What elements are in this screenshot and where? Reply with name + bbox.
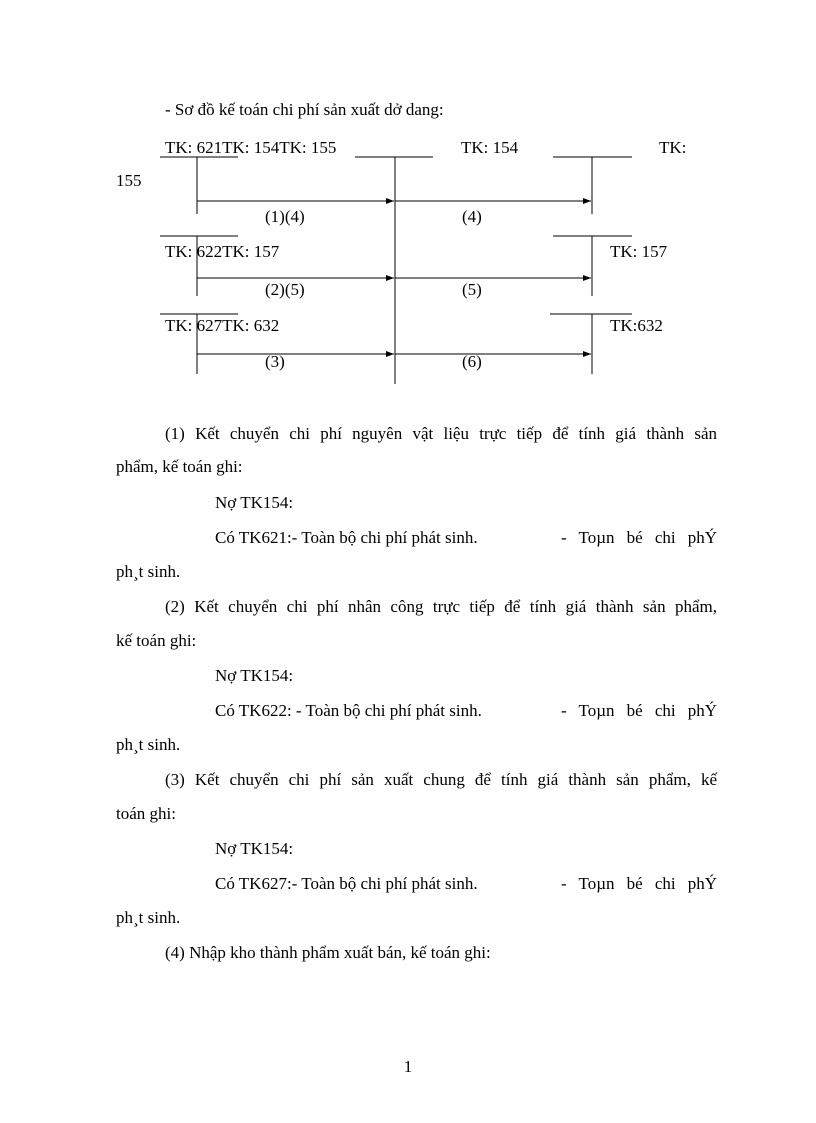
label-arrow-2-5: (2)(5) bbox=[265, 280, 305, 299]
paragraph-3-credit: Có TK627:- Toàn bộ chi phí phát sinh. bbox=[215, 874, 478, 893]
paragraph-3-credit-tail: - Toµn bé chi phÝ bbox=[561, 874, 717, 893]
label-row2-right: TK: 157 bbox=[610, 242, 668, 261]
paragraph-1-credit: Có TK621:- Toàn bộ chi phí phát sinh. bbox=[215, 528, 478, 547]
label-arrow-4: (4) bbox=[462, 207, 482, 226]
label-arrow-5: (5) bbox=[462, 280, 482, 299]
label-arrow-1-4: (1)(4) bbox=[265, 207, 305, 226]
label-row1-left: TK: 621TK: 154TK: 155 bbox=[165, 138, 337, 157]
diagram-heading: - Sơ đồ kế toán chi phí sản xuất dở dang: bbox=[165, 100, 444, 119]
paragraph-1-debit: Nợ TK154: bbox=[215, 493, 294, 512]
label-row1-right: TK: bbox=[659, 138, 687, 157]
paragraph-2-debit: Nợ TK154: bbox=[215, 666, 294, 685]
accounting-flow-diagram bbox=[0, 0, 816, 400]
paragraph-1-line-2: phẩm, kế toán ghi: bbox=[116, 457, 243, 476]
label-row1-wrap: 155 bbox=[116, 171, 142, 190]
paragraph-1-line-1: (1) Kết chuyển chi phí nguyên vật liệu trực tiếp để tính giá thành sản bbox=[165, 424, 717, 443]
paragraph-1-wrap: ph¸t sinh. bbox=[116, 562, 181, 581]
label-arrow-3: (3) bbox=[265, 352, 285, 371]
paragraph-3-debit: Nợ TK154: bbox=[215, 839, 294, 858]
paragraph-2-line-1: (2) Kết chuyển chi phí nhân công trực tiếp để tính giá thành sản phẩm, bbox=[165, 597, 717, 616]
paragraph-2-credit-tail: - Toµn bé chi phÝ bbox=[561, 701, 717, 720]
paragraph-2-wrap: ph¸t sinh. bbox=[116, 735, 181, 754]
label-row3-right: TK:632 bbox=[610, 316, 663, 335]
paragraph-3-line-1: (3) Kết chuyển chi phí sản xuất chung để tính giá thành sản phẩm, kế bbox=[165, 770, 717, 789]
paragraph-3-wrap: ph¸t sinh. bbox=[116, 908, 181, 927]
paragraph-2-credit: Có TK622: - Toàn bộ chi phí phát sinh. bbox=[215, 701, 482, 720]
paragraph-2-line-2: kế toán ghi: bbox=[116, 631, 197, 650]
label-arrow-6: (6) bbox=[462, 352, 482, 371]
page-number: 1 bbox=[403, 1057, 413, 1076]
paragraph-4-line-1: (4) Nhập kho thành phẩm xuất bán, kế toán ghi: bbox=[165, 943, 491, 962]
label-row2-left: TK: 622TK: 157 bbox=[165, 242, 280, 261]
label-row1-mid: TK: 154 bbox=[461, 138, 519, 157]
paragraph-3-line-2: toán ghi: bbox=[116, 804, 176, 823]
label-row3-left: TK: 627TK: 632 bbox=[165, 316, 280, 335]
paragraph-1-credit-tail: - Toµn bé chi phÝ bbox=[561, 528, 717, 547]
